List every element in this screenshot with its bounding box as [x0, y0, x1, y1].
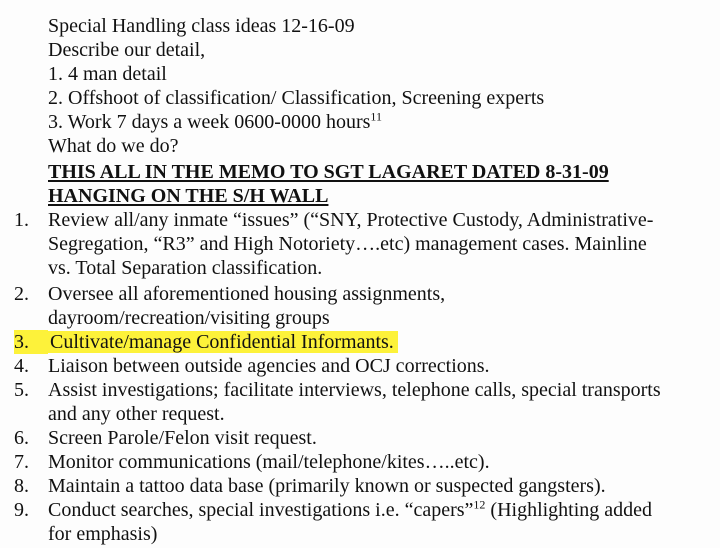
- list-item-number: 1.: [14, 209, 29, 231]
- list-item-number: 9.: [14, 499, 29, 521]
- list-item-line: vs. Total Separation classification.: [48, 257, 323, 279]
- list-item-line: Liaison between outside agencies and OCJ corrections.: [48, 355, 490, 377]
- list-item-line: [48, 498, 652, 522]
- list-item-number: 2.: [14, 283, 29, 305]
- list-item-line: Assist investigations; facilitate interviews, telephone calls, special transports: [48, 379, 661, 401]
- memo-heading-line-2: HANGING ON THE S/H WALL: [48, 185, 329, 207]
- list-item-line: Review all/any inmate “issues” (“SNY, Protective Custody, Administrative-: [48, 209, 654, 231]
- list-item-line: Screen Parole/Felon visit request.: [48, 427, 317, 449]
- list-item-number: 8.: [14, 475, 29, 497]
- question-line: What do we do?: [48, 135, 179, 157]
- list-item-line: for emphasis): [48, 523, 158, 545]
- footnote-12: 12: [473, 497, 486, 512]
- list-item-number: 4.: [14, 355, 29, 377]
- list-item-text: [48, 330, 398, 354]
- memo-heading-line-1: THIS ALL IN THE MEMO TO SGT LAGARET DATED 8-31-09: [48, 161, 609, 183]
- detail-point-2: 2. Offshoot of classification/ Classification, Screening experts: [48, 87, 545, 109]
- list-item-text: [48, 426, 317, 450]
- list-item-text: [48, 498, 652, 546]
- item9-tail: (Highlighting added: [485, 499, 653, 521]
- list-item-text: [48, 474, 606, 498]
- detail-point-3-text: 3. Work 7 days a week 0600-0000 hours: [48, 111, 371, 133]
- document-title: Special Handling class ideas 12-16-09: [48, 15, 355, 37]
- footnote-11: 11: [370, 109, 382, 124]
- list-item-text: [48, 208, 653, 280]
- list-item-line: Maintain a tattoo data base (primarily known or suspected gangsters).: [48, 475, 606, 497]
- highlighted-text: Cultivate/manage Confidential Informants.: [48, 331, 398, 353]
- item9-text: Conduct searches, special investigations i.e. “capers”: [48, 499, 474, 521]
- list-item-line: dayroom/recreation/visiting groups: [48, 307, 330, 329]
- detail-point-1: 1. 4 man detail: [48, 63, 167, 85]
- list-item-text: [48, 450, 490, 474]
- detail-point-3: [48, 110, 382, 134]
- list-item-line: Oversee all aforementioned housing assignments,: [48, 283, 446, 305]
- list-item-number: 5.: [14, 379, 29, 401]
- list-item-number: 6.: [14, 427, 29, 449]
- list-item-text: [48, 282, 445, 330]
- list-item-line: and any other request.: [48, 403, 225, 425]
- describe-line: Describe our detail,: [48, 39, 206, 61]
- list-item-text: [48, 378, 661, 426]
- list-item-line: Segregation, “R3” and High Notoriety….etc) management cases. Mainline: [48, 233, 647, 255]
- list-item-number: 3.: [14, 330, 48, 354]
- list-item-number: 7.: [14, 451, 29, 473]
- list-item-line: Monitor communications (mail/telephone/kites…..etc).: [48, 451, 490, 473]
- list-item-text: [48, 354, 490, 378]
